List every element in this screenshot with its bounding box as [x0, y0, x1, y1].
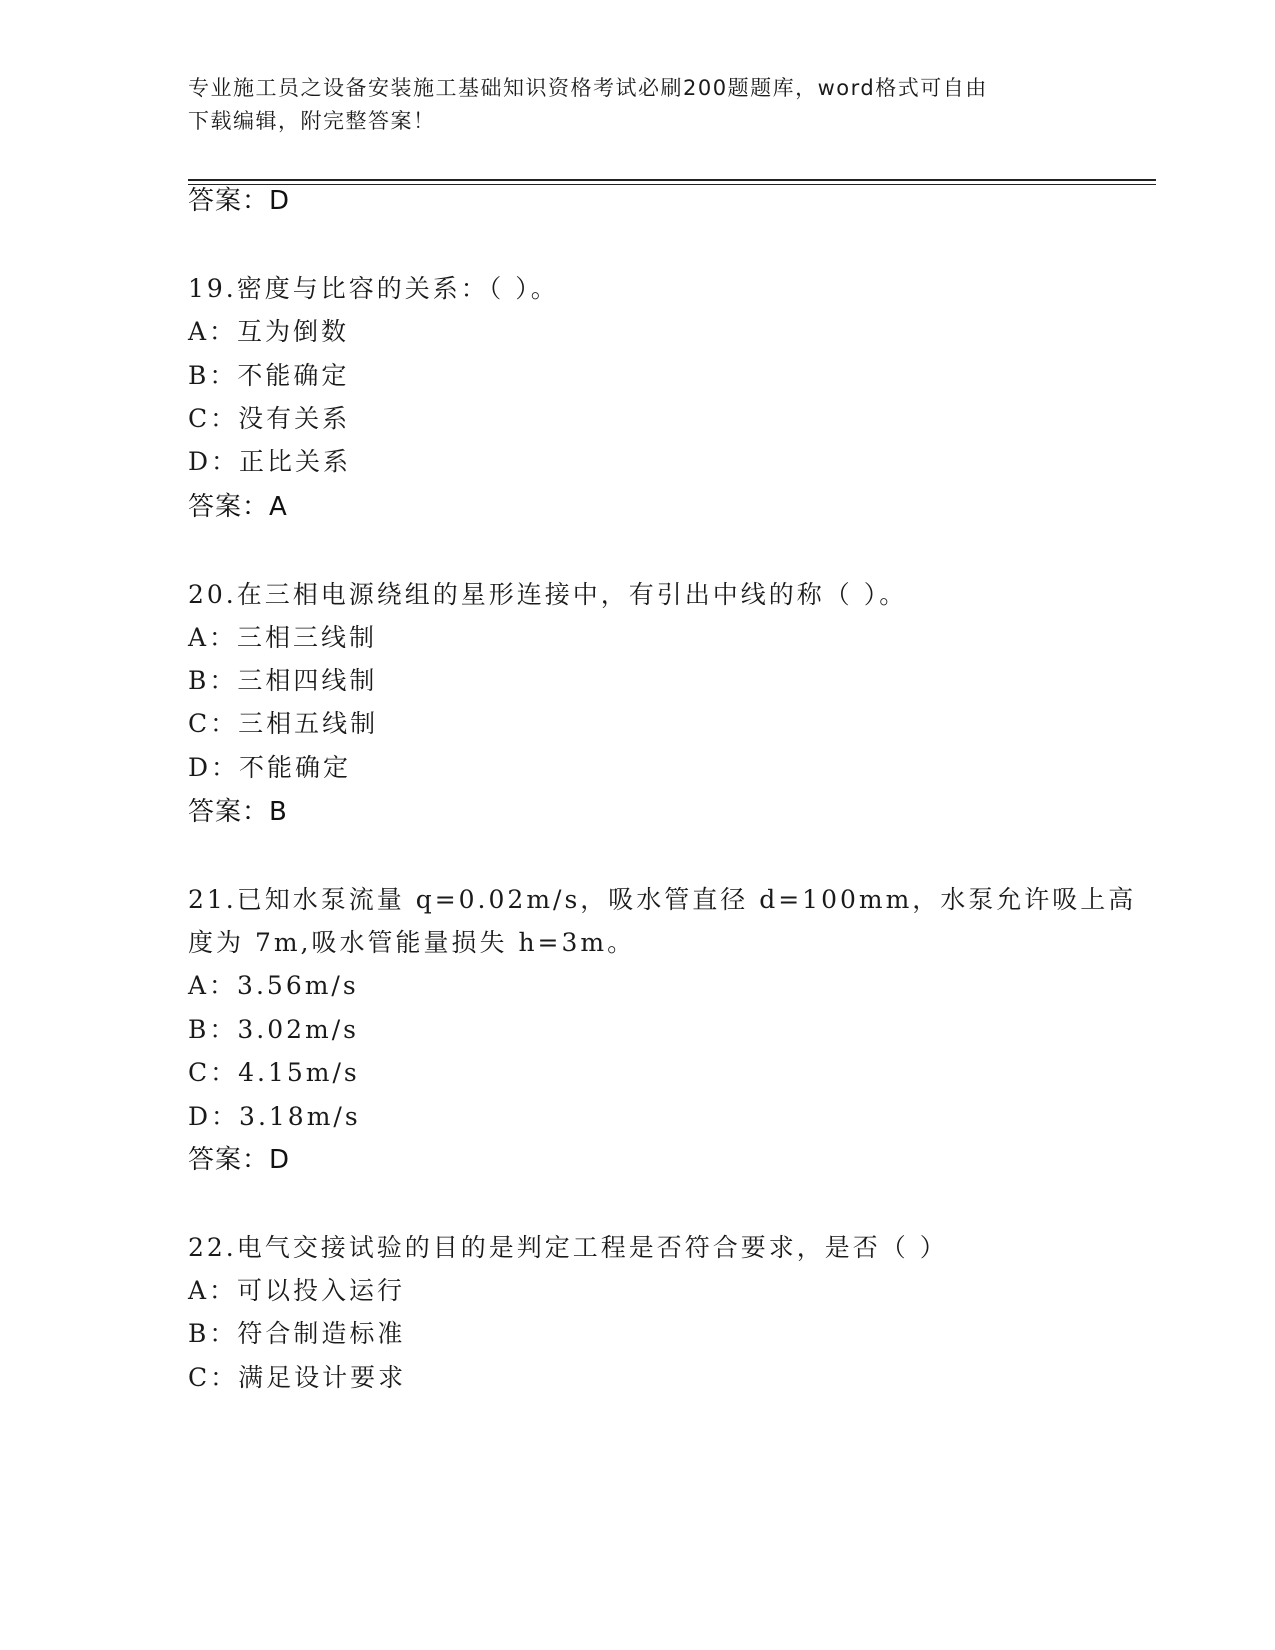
question-22-option-c: C：满足设计要求: [188, 1363, 407, 1392]
question-19-option-d: D：正比关系: [188, 447, 352, 476]
question-19-option-a: A：互为倒数: [188, 317, 350, 346]
question-22-option-a: A：可以投入运行: [188, 1276, 406, 1305]
header-title-line-2: 下载编辑，附完整答案！: [188, 109, 436, 133]
question-21-option-a: A：3.56m/s: [188, 971, 359, 1000]
question-19-stem: 19.密度与比容的关系：（ ）。: [188, 274, 559, 303]
header-divider-thin: [188, 184, 1156, 185]
question-20-option-c: C：三相五线制: [188, 709, 379, 738]
answer-q19: 答案：A: [188, 492, 288, 522]
answer-q20: 答案：B: [188, 797, 288, 827]
question-19-option-b: B：不能确定: [188, 361, 350, 390]
question-22-option-b: B：符合制造标准: [188, 1319, 406, 1348]
question-20-stem: 20.在三相电源绕组的星形连接中，有引出中线的称（ ）。: [188, 580, 908, 609]
question-20-option-b: B：三相四线制: [188, 666, 378, 695]
document-header: [188, 72, 1068, 138]
question-21-stem-line-1: 21.已知水泵流量 q=0.02m/s，吸水管直径 d=100mm，水泵允许吸上高: [188, 885, 1137, 914]
answer-q21: 答案：D: [188, 1145, 291, 1175]
question-20-option-d: D：不能确定: [188, 753, 352, 782]
header-title-line-1: 专业施工员之设备安装施工基础知识资格考试必刷200题题库，word格式可自由: [188, 76, 988, 100]
question-22-stem: 22.电气交接试验的目的是判定工程是否符合要求，是否（ ）: [188, 1233, 948, 1262]
question-20-option-a: A：三相三线制: [188, 623, 378, 652]
answer-q18: 答案：D: [188, 186, 291, 216]
question-19-option-c: C：没有关系: [188, 404, 351, 433]
question-21-option-c: C：4.15m/s: [188, 1058, 360, 1087]
question-21-stem-line-2: 度为 7m,吸水管能量损失 h=3m。: [188, 928, 636, 957]
question-21-option-b: B：3.02m/s: [188, 1015, 359, 1044]
header-divider-thick: [188, 179, 1156, 181]
question-21-option-d: D：3.18m/s: [188, 1102, 361, 1131]
